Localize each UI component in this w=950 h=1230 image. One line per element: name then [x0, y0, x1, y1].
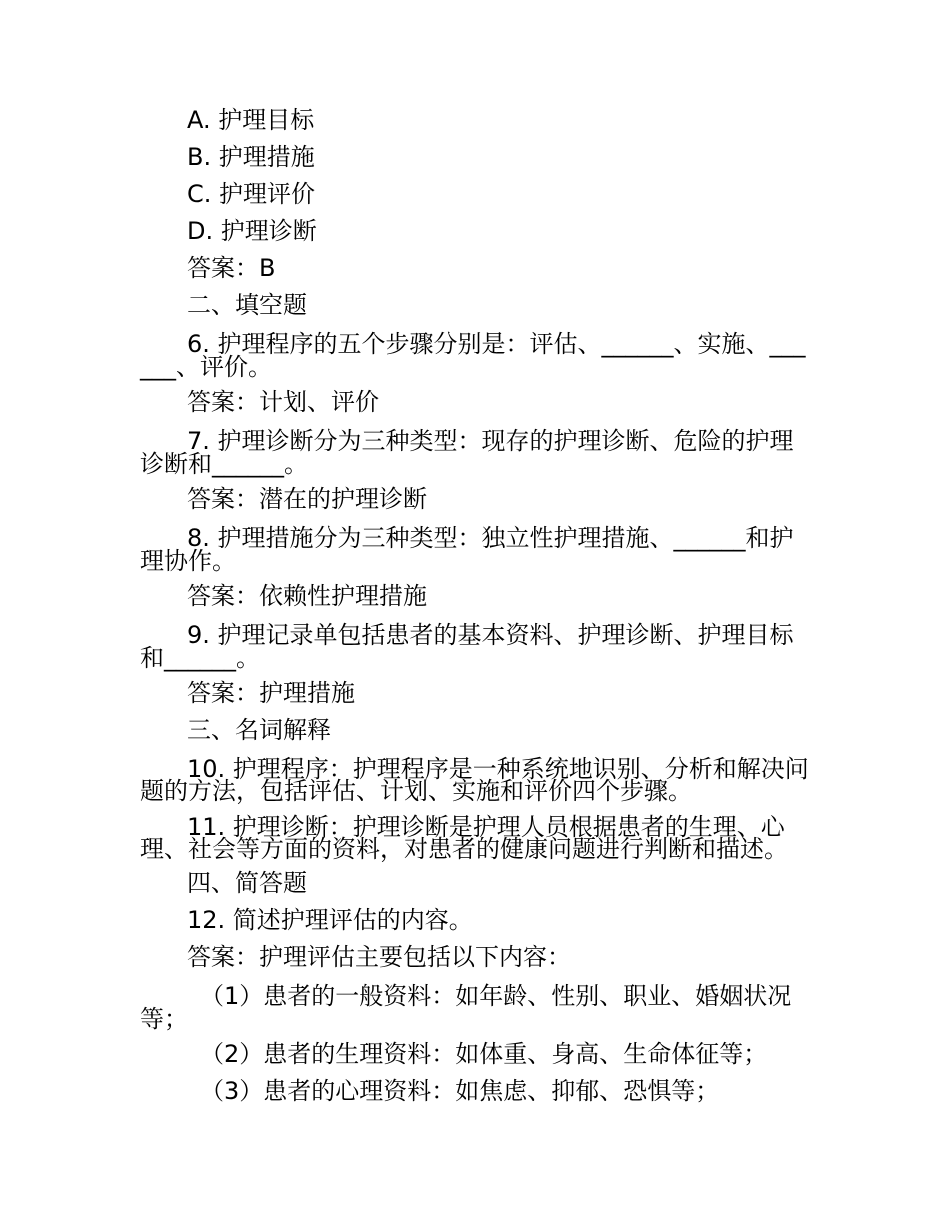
answer-9: 答案：护理措施	[187, 679, 355, 707]
option-c: C. 护理评价	[187, 180, 316, 208]
question-12: 12. 简述护理评估的内容。	[187, 906, 473, 934]
answer-12-item-1: （1）患者的一般资料：如年龄、性别、职业、婚姻状况等；	[140, 982, 792, 1033]
question-10: 10. 护理程序：护理程序是一种系统地识别、分析和解决问题的方法，包括评估、计划、实施和评价四个步骤。	[140, 755, 809, 805]
answer-6: 答案：计划、评价	[187, 388, 379, 416]
question-8: 8. 护理措施分为三种类型：独立性护理措施、______和护理协作。	[140, 524, 794, 575]
answer-7: 答案：潜在的护理诊断	[187, 485, 427, 513]
section-heading-short-answer: 四、简答题	[187, 869, 307, 897]
document-content	[140, 102, 812, 1110]
option-b: B. 护理措施	[187, 143, 315, 171]
answer-12-item-2: （2）患者的生理资料：如体重、身高、生命体征等；	[200, 1040, 768, 1068]
section-heading-terms: 三、名词解释	[187, 716, 331, 744]
question-6: 6. 护理程序的五个步骤分别是：评估、______、实施、______、评价。	[140, 330, 806, 381]
question-9: 9. 护理记录单包括患者的基本资料、护理诊断、护理目标和______。	[140, 621, 794, 672]
answer-8: 答案：依赖性护理措施	[187, 582, 427, 610]
answer-5: 答案：B	[187, 254, 276, 282]
option-a: A. 护理目标	[187, 106, 315, 134]
question-7: 7. 护理诊断分为三种类型：现存的护理诊断、危险的护理诊断和______。	[140, 427, 794, 478]
answer-12-intro: 答案：护理评估主要包括以下内容：	[187, 943, 571, 971]
option-d: D. 护理诊断	[187, 217, 317, 245]
section-heading-fill-in: 二、填空题	[187, 291, 307, 319]
question-11: 11. 护理诊断：护理诊断是护理人员根据患者的生理、心理、社会等方面的资料，对患者的健康问题进行判断和描述。	[140, 813, 788, 863]
answer-12-item-3: （3）患者的心理资料：如焦虑、抑郁、恐惧等；	[200, 1077, 720, 1105]
